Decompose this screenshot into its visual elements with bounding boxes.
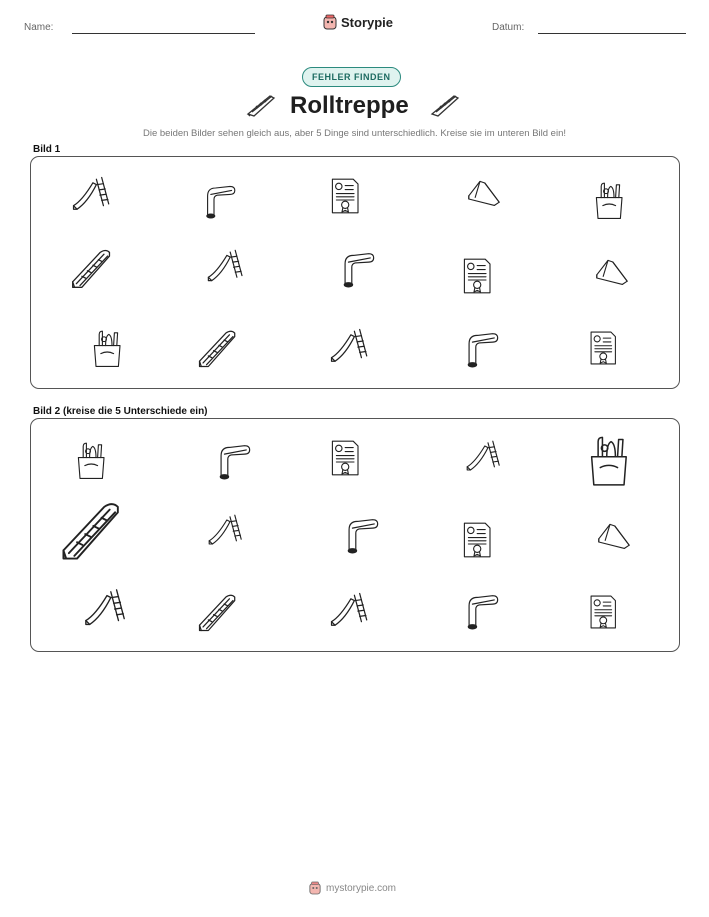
instructions: Die beiden Bilder sehen gleich aus, aber 5 Dinge sind unterschiedlich. Kreise sie im unteren Bild ein! bbox=[143, 128, 566, 139]
slide-icon bbox=[328, 326, 372, 370]
name-line[interactable] bbox=[72, 33, 255, 34]
slide-icon[interactable] bbox=[82, 586, 130, 634]
slide-icon bbox=[205, 247, 247, 289]
page-title: Rolltreppe bbox=[290, 92, 409, 119]
footer bbox=[309, 881, 396, 895]
slide-icon[interactable] bbox=[328, 590, 372, 634]
certificate-icon bbox=[585, 329, 623, 367]
brand-logo bbox=[323, 14, 393, 30]
ramp-icon[interactable] bbox=[594, 518, 634, 558]
escalator-icon bbox=[196, 326, 240, 370]
pole-icon bbox=[459, 327, 501, 369]
pole-icon[interactable] bbox=[211, 439, 253, 481]
certificate-icon[interactable] bbox=[585, 593, 623, 631]
pole-icon[interactable] bbox=[459, 589, 501, 631]
ramp-icon bbox=[464, 175, 504, 215]
brand-name: Storypie bbox=[341, 14, 394, 30]
grocery-bag-icon bbox=[88, 328, 128, 368]
storypie-mascot-icon bbox=[309, 881, 321, 895]
slide-icon bbox=[70, 174, 114, 218]
grocery-bag-icon[interactable] bbox=[583, 433, 637, 487]
activity-badge: FEHLER FINDEN bbox=[302, 67, 401, 87]
grocery-bag-icon[interactable] bbox=[72, 440, 112, 480]
certificate-icon bbox=[326, 176, 366, 216]
section2-label: Bild 2 (kreise die 5 Unterschiede ein) bbox=[33, 406, 208, 417]
pole-icon bbox=[198, 180, 238, 220]
escalator-icon[interactable] bbox=[196, 590, 240, 634]
pole-icon[interactable] bbox=[339, 513, 381, 555]
name-label: Name: bbox=[24, 22, 54, 33]
date-line[interactable] bbox=[538, 33, 686, 34]
slide-icon[interactable] bbox=[206, 512, 246, 552]
title-right-icon bbox=[430, 92, 460, 123]
footer-url[interactable]: mystorypie.com bbox=[326, 882, 397, 894]
pole-icon bbox=[335, 247, 377, 289]
ramp-icon bbox=[592, 254, 632, 294]
certificate-icon[interactable] bbox=[326, 438, 366, 478]
escalator-icon bbox=[69, 245, 115, 291]
title-left-icon bbox=[246, 92, 276, 123]
escalator-icon[interactable] bbox=[58, 496, 126, 564]
date-label: Datum: bbox=[492, 22, 525, 33]
certificate-icon[interactable] bbox=[458, 520, 498, 560]
certificate-icon bbox=[458, 256, 498, 296]
section1-label: Bild 1 bbox=[33, 144, 61, 155]
storypie-mascot-icon bbox=[323, 14, 337, 30]
grocery-bag-icon bbox=[590, 180, 630, 220]
slide-icon[interactable] bbox=[464, 438, 504, 478]
